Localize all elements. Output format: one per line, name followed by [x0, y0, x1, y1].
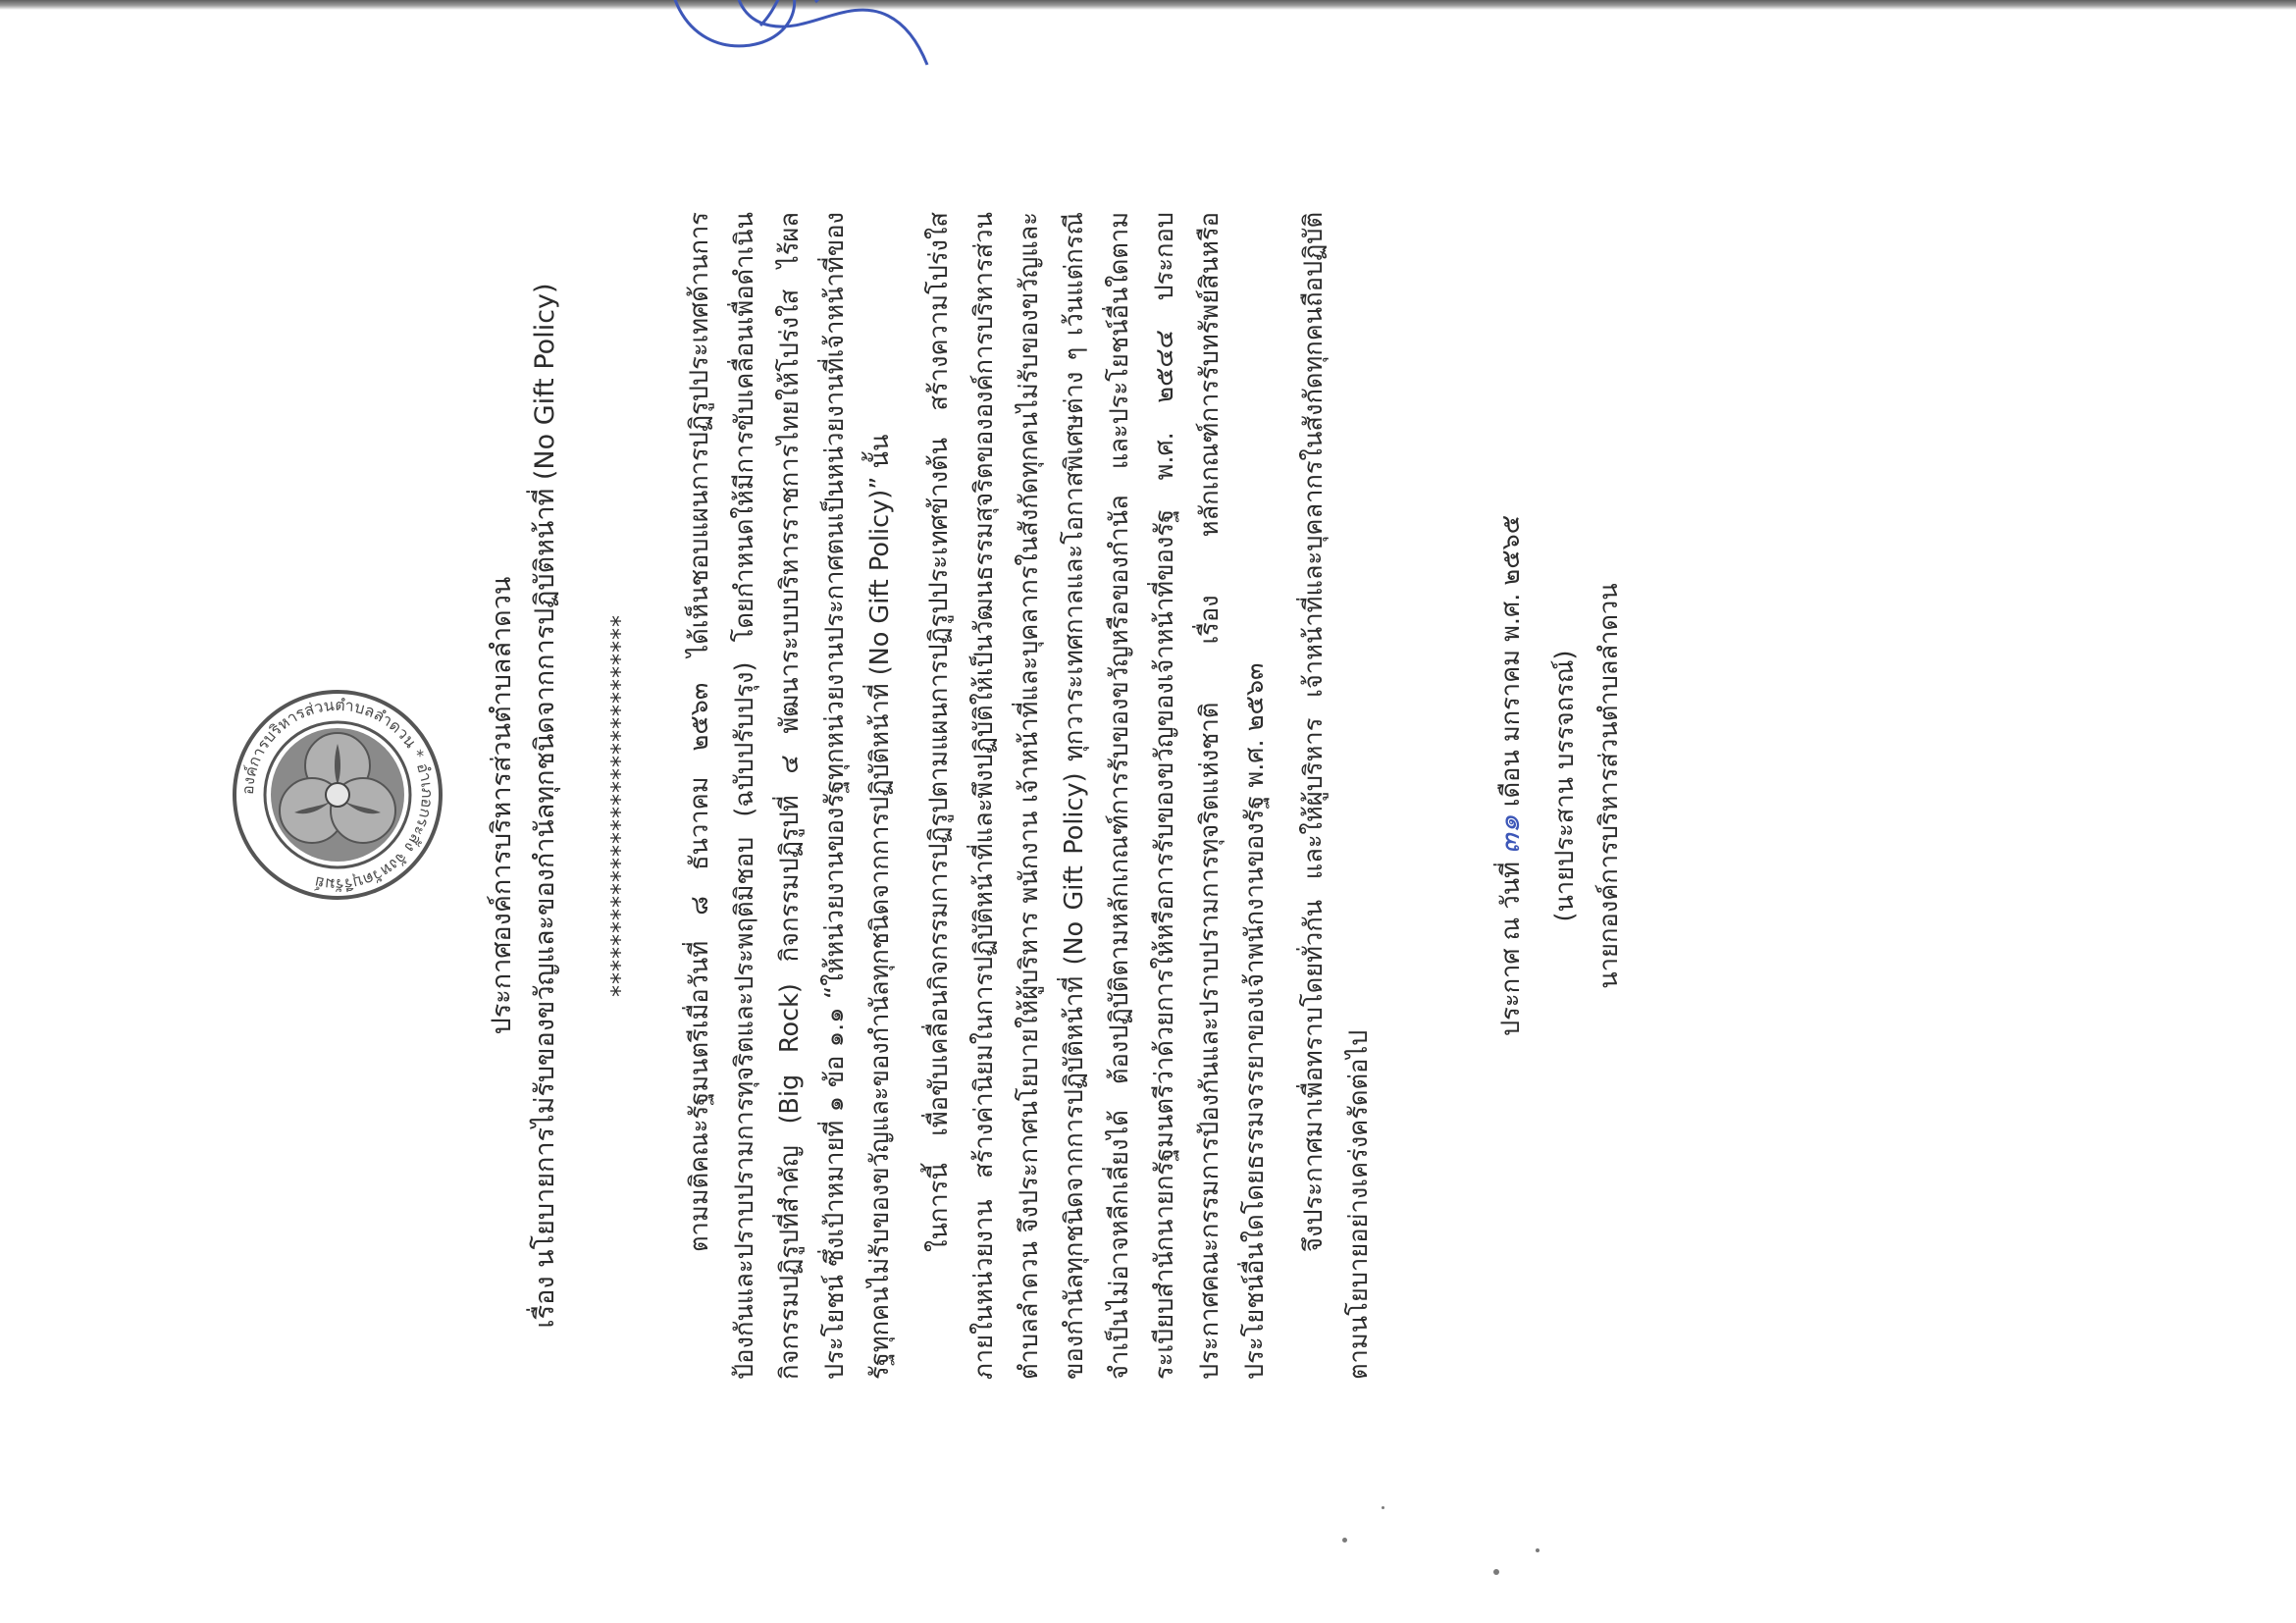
announcement-body [677, 212, 1382, 1380]
date-prefix: ประกาศ ณ วันที่ [1496, 862, 1526, 1036]
scan-speck [1493, 1569, 1499, 1575]
scan-speck [1536, 1548, 1539, 1552]
title-line-1: ประกาศองค์การบริหารส่วนตำบลลำดวน [487, 576, 517, 1035]
announcement-date [1487, 515, 1533, 1036]
date-suffix: เดือน มกราคม พ.ศ. ๒๕๖๕ [1496, 514, 1526, 808]
announcement-document [69, 84, 1624, 1527]
scan-top-edge [0, 0, 2296, 10]
paragraph-policy: ในการนี้ เพื่อขับเคลื่อนกิจกรรมการปฏิรูปตามแผนการปฏิรูปประเทศข้างต้น สร้างความโปร่งใสภายในหน่วยงาน สร้างค่านิยมในการปฏิบัติหน้าที่และพึงปฏิบัติให้เป็นวัฒนธรรมสุจริตขององค์การบริหารส่วนตำบลลำดวน จึงประกาศนโยบายให้ผู้บริหาร พนักงาน เจ้าหน้าที่และบุคลากรในสังกัดทุกคนไม่รับของขวัญและของกำนัลทุกชนิดจากการปฏิบัติหน้าที่ (No Gift Policy) ทุกวาระเทศกาลและโอกาสพิเศษต่าง ๆ เว้นแต่กรณีจำเป็นไม่อาจหลีกเลี่ยงได้ ต้องปฏิบัติตามหลักเกณฑ์การรับของขวัญหรือของกำนัล และประโยชน์อื่นใดตามระเบียบสำนักนายกรัฐมนตรีว่าด้วยการให้หรือการรับของขวัญของเจ้าหน้าที่ของรัฐ พ.ศ. ๒๕๔๔ ประกอบประกาศคณะกรรมการป้องกันและปราบปรามการทุจริตแห่งชาติ เรื่อง หลักเกณฑ์การรับทรัพย์สินหรือประโยชน์อื่นใดโดยธรรมจรรยาของเจ้าพนักงานของรัฐ พ.ศ. ๒๕๖๓ [924, 212, 1270, 1380]
signer-name: (นายประสาน บรรจถรณ์) [1550, 650, 1580, 922]
title-separator: ****************************** [606, 614, 634, 997]
handwritten-signature [662, 0, 937, 84]
title-line-2: เรื่อง นโยบายการไม่รับของขวัญและของกำนัลทุกชนิดจากการปฏิบัติหน้าที่ (No Gift Policy) [530, 283, 560, 1329]
document-title [481, 84, 567, 1527]
signer-position: นายกองค์การบริหารส่วนตำบลลำดวน [1594, 583, 1624, 989]
paragraph-closing: จึงประกาศมาเพื่อทราบโดยทั่วกัน และให้ผู้บริหาร เจ้าหน้าที่และบุคลากรในสังกัดทุกคนถือปฏิบัติตามนโยบายอย่างเคร่งครัดต่อไป [1299, 212, 1374, 1380]
paragraph-background: ตามมติคณะรัฐมนตรีเมื่อวันที่ ๘ ธันวาคม ๒๕๖๓ ได้เห็นชอบแผนการปฏิรูปประเทศด้านการป้องกันและปราบปรามการทุจริตและประพฤติมิชอบ (ฉบับปรับปรุง) โดยกำหนดให้มีการขับเคลื่อนเพื่อดำเนินกิจกรรมปฏิรูปที่สำคัญ (Big Rock) กิจกรรมปฏิรูปที่ ๔ พัฒนาระบบบริหารราชการไทยให้โปร่งใส ไร้ผลประโยชน์ ซึ่งเป้าหมายที่ ๑ ข้อ ๑.๑ “ให้หน่วยงานของรัฐทุกหน่วยงานประกาศตนเป็นหน่วยงานที่เจ้าหน้าที่ของรัฐทุกคนไม่รับของขวัญและของกำนัลทุกชนิดจากการปฏิบัติหน้าที่ (No Gift Policy)” นั้น [685, 212, 895, 1380]
date-day-handwritten: ๓๑ [1492, 814, 1527, 854]
scan-speck [1342, 1538, 1347, 1543]
seal-ring-text: องค์การบริหารส่วนตำบลลำดวน * อำเภอกระสัง จังหวัดบุรีรัมย์ [237, 695, 438, 895]
